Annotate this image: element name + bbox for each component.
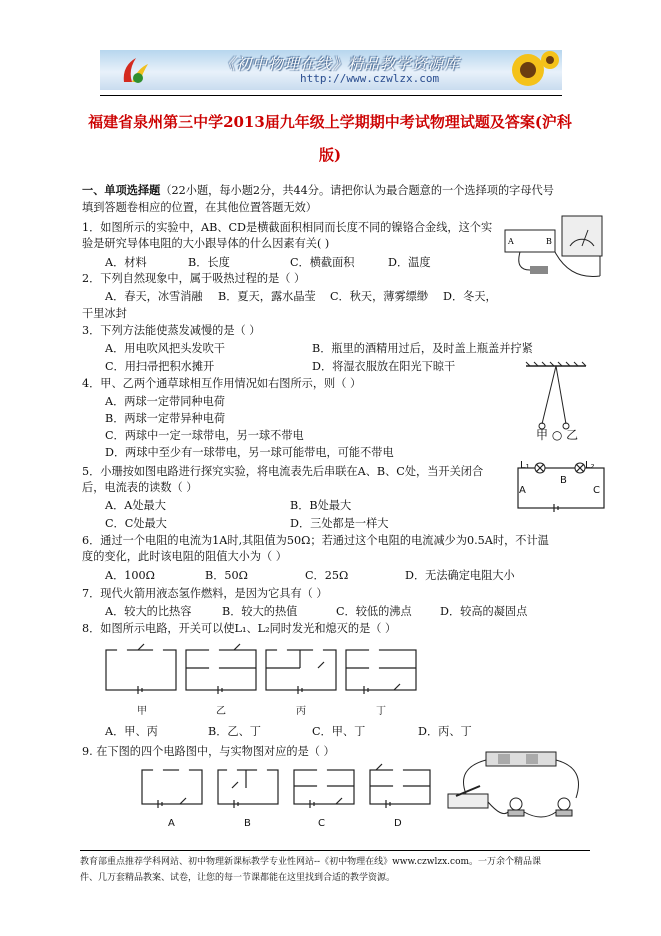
q1-option-c: C．横截面积 xyxy=(290,256,355,269)
question-5-line-1: 5．小珊按如图电路进行探究实验，将电流表先后串联在A、B、C处，当开关闭合 xyxy=(82,465,484,478)
title-line-2: 版) xyxy=(318,146,342,164)
question-2: 2．下列自然现象中，属于吸热过程的是（ ） xyxy=(82,272,306,285)
question-5-line-2: 后，电流表的读数（ ） xyxy=(82,481,198,494)
q5-label-l1: L₁ xyxy=(520,460,530,471)
q1-option-b: B．长度 xyxy=(188,256,230,269)
q4-option-c: C．两球中一定一球带电，另一球不带电 xyxy=(105,429,304,442)
q8-option-b: B．乙、丁 xyxy=(208,725,261,738)
q5-label-a: A xyxy=(519,485,526,496)
q8-label-yi: 乙 xyxy=(216,706,226,717)
q3-option-b: B．瓶里的酒精用过后，及时盖上瓶盖并拧紧 xyxy=(312,342,533,355)
section-heading xyxy=(82,183,554,198)
q4-option-a: A．两球一定带同种电荷 xyxy=(105,395,225,408)
q2-option-d: D．冬天， xyxy=(443,290,497,303)
q9-circuit-b xyxy=(218,765,278,808)
q4-option-d: D．两球中至少有一球带电，另一球可能带电，可能不带电 xyxy=(105,446,394,459)
q5-option-d: D．三处都是一样大 xyxy=(290,517,389,530)
q5-option-a: A．A处最大 xyxy=(105,499,166,512)
header-rule xyxy=(100,95,562,96)
q2-option-b: B．夏天，露水晶莹 xyxy=(218,290,316,303)
q8-label-ding: 丁 xyxy=(376,706,386,717)
q2-option-a: A．春天，冰雪消融 xyxy=(105,290,203,303)
q1-option-a: A．材料 xyxy=(105,256,147,269)
section-desc-2: 填到答题卷相应的位置，在其他位置答题无效） xyxy=(82,201,317,214)
q7-option-a: A．较大的比热容 xyxy=(105,605,192,618)
question-9: 9. 在下图的四个电路图中，与实物图对应的是（ ） xyxy=(82,745,335,758)
q9-label-c: C xyxy=(318,818,325,829)
q3-option-c: C．用扫帚把积水摊开 xyxy=(105,360,215,373)
q8-option-a: A．甲、丙 xyxy=(105,725,158,738)
q7-option-c: C．较低的沸点 xyxy=(336,605,412,618)
q5-option-c: C．C处最大 xyxy=(105,517,167,530)
q8-option-c: C．甲、丁 xyxy=(312,725,366,738)
q9-circuit-c xyxy=(294,765,354,808)
q1-option-d: D．温度 xyxy=(388,256,431,269)
q8-option-d: D．丙、丁 xyxy=(418,725,472,738)
question-6-line-1: 6．通过一个电阻的电流为1A时,其阻值为50Ω；若通过这个电阻的电流减少为0.5A时，不计温 xyxy=(82,534,549,547)
header-banner xyxy=(100,50,562,90)
q9-circuit-d xyxy=(370,764,430,808)
q3-option-d: D．将湿衣服放在阳光下晾干 xyxy=(312,360,456,373)
q6-option-d: D．无法确定电阻大小 xyxy=(405,569,515,582)
q9-label-d: D xyxy=(394,818,402,829)
document-title xyxy=(80,106,580,172)
svg-text:A: A xyxy=(508,237,514,246)
question-6-line-2: 度的变化，此时该电阻的阻值大小为（ ） xyxy=(82,550,287,563)
q6-option-c: C．25Ω xyxy=(305,569,349,582)
q8-circuit-bing xyxy=(266,645,336,694)
q7-option-d: D．较高的凝固点 xyxy=(440,605,528,618)
q8-circuit-jia xyxy=(106,644,176,694)
q5-label-c: C xyxy=(593,485,600,496)
q2-option-d-cont: 干里冰封 xyxy=(82,307,127,320)
q8-label-jia: 甲 xyxy=(137,706,147,717)
question-3: 3．下列方法能使蒸发减慢的是（ ） xyxy=(82,324,261,337)
q1-apparatus-figure xyxy=(500,210,610,290)
q5-label-b: B xyxy=(560,475,567,486)
footer-line-2: 件、几万套精品教案、试卷，让您的每一节课都能在这里找到合适的教学资源。 xyxy=(80,873,396,883)
site-logo-icon xyxy=(118,54,152,86)
q7-option-b: B．较大的热值 xyxy=(222,605,298,618)
q5-label-l2: L₂ xyxy=(585,460,595,471)
footer-line-1: 教育部重点推荐学科网站、初中物理新课标教学专业性网站--《初中物理在线》www.czwlzx.com。一万余个精品课 xyxy=(80,857,542,867)
q3-option-a: A．用电吹风把头发吹干 xyxy=(105,342,225,355)
q9-label-a: A xyxy=(168,818,175,829)
q8-label-bing: 丙 xyxy=(296,706,306,717)
q4-pith-balls-figure xyxy=(522,362,592,432)
q2-option-c: C．秋天，薄雾缥缈 xyxy=(330,290,429,303)
q6-option-a: A．100Ω xyxy=(105,569,155,582)
q9-label-b: B xyxy=(244,818,251,829)
q8-circuits-figure xyxy=(104,640,424,702)
q8-circuit-ding xyxy=(346,645,416,694)
question-7: 7．现代火箭用液态氢作燃料，是因为它具有（ ） xyxy=(82,587,328,600)
section-desc: （22小题，每小题2分，共44分。请把你认为最合题意的一个选择项的字母代号 xyxy=(160,184,554,197)
q4-figure-label: 甲 ○ 乙 xyxy=(536,428,579,442)
q9-physical-circuit-figure xyxy=(446,748,596,828)
q5-option-b: B．B处最大 xyxy=(290,499,352,512)
question-4: 4．甲、乙两个通草球相互作用情况如右图所示，则（ ） xyxy=(82,377,362,390)
title-line-1: 福建省泉州第三中学2013届九年级上学期期中考试物理试题及答案(沪科 xyxy=(88,113,572,131)
q9-circuits-figure xyxy=(140,762,440,812)
section-title: 一、单项选择题 xyxy=(82,183,161,197)
page-footer xyxy=(80,854,590,886)
q6-option-b: B．50Ω xyxy=(205,569,248,582)
q9-circuit-a xyxy=(142,765,202,808)
svg-text:B: B xyxy=(546,237,552,246)
question-8: 8．如图所示电路，开关可以使L₁、L₂同时发光和熄灭的是（ ） xyxy=(82,622,397,635)
banner-url[interactable]: http://www.czwlzx.com xyxy=(300,72,440,85)
q4-option-b: B．两球一定带异种电荷 xyxy=(105,412,226,425)
question-1-line-2: 验是研究导体电阻的大小跟导体的什么因素有关( ) xyxy=(82,237,330,250)
footer-rule xyxy=(80,850,590,851)
sunflower-icon xyxy=(488,50,558,90)
banner-title: 《初中物理在线》精品教学资源库 xyxy=(220,55,461,73)
q8-circuit-yi xyxy=(186,644,256,694)
question-1-line-1: 1．如图所示的实验中，AB、CD是横截面积相同而长度不同的镍铬合金线，这个实 xyxy=(82,221,493,234)
